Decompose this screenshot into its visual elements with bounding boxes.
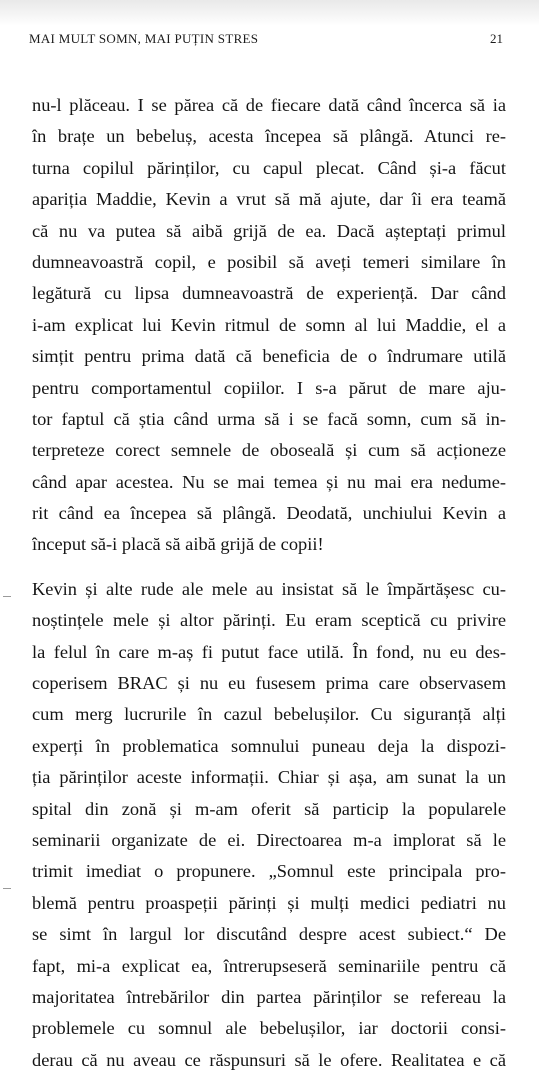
text-line: noștințele mele și altor părinți. Eu eram sceptică cu privire (32, 610, 506, 631)
text-line: Kevin și alte rude ale mele au insistat să le împărtășesc cu- (32, 578, 506, 599)
text-line: în brațe un bebeluș, acesta începea să plângă. Atunci re- (32, 126, 506, 147)
text-line: fapt, mi-a explicat ea, întrerupseseră seminariile pentru că (32, 955, 506, 976)
text-line: la felul în care m-aș fi putut face utilă. În fond, nu eu des- (32, 641, 506, 662)
text-line: terpreteze corect semnele de oboseală și cum să acționeze (32, 440, 506, 461)
paragraph-1 (32, 90, 506, 561)
text-line: trimit imediat o propunere. „Somnul este principala pro- (32, 861, 506, 882)
paragraph-gap (32, 561, 506, 574)
text-line: i-am explicat lui Kevin ritmul de somn al lui Maddie, el a (32, 314, 506, 335)
page-top-bleed (0, 0, 539, 26)
paragraph-2 (32, 574, 506, 1076)
text-line: nu-l plăceau. I se părea că de fiecare dată când încerca să ia (32, 95, 506, 115)
running-head: MAI MULT SOMN, MAI PUȚIN STRES (29, 31, 259, 46)
text-line: majoritatea întrebărilor din partea părinților se refereau la (32, 986, 506, 1007)
page-number: 21 (490, 31, 503, 46)
text-line: apariția Maddie, Kevin a vrut să mă ajute, dar îi era teamă (32, 189, 506, 210)
text-line: derau că nu aveau ce răspunsuri să le ofere. Realitatea e că (32, 1049, 506, 1070)
text-line: tor faptul că știa când urma să i se facă somn, cum să in- (32, 408, 506, 429)
text-line: spital din zonă și m-am oferit să particip la popularele (32, 798, 506, 819)
page-header (29, 31, 503, 49)
text-line: coperisem BRAC și nu eu fusesem prima care observasem (32, 673, 506, 694)
margin-mark (3, 596, 11, 597)
text-line: cum merg lucrurile în cazul bebelușilor. Cu siguranță alți (32, 704, 506, 725)
text-line: ția părinților aceste informații. Chiar și așa, am sunat la un (32, 767, 506, 788)
text-line: rit când ea începea să plângă. Deodată, unchiului Kevin a (32, 503, 506, 524)
text-line: când apar acestea. Nu se mai temea și nu mai era nedume- (32, 471, 506, 492)
text-line: început să-i placă să aibă grijă de copii! (32, 534, 324, 555)
text-line: că nu va putea să aibă grijă de ea. Dacă așteptați primul (32, 220, 506, 241)
text-line: seminarii organizate de ei. Directoarea m-a implorat să le (32, 829, 506, 850)
text-line: blemă pentru proaspeții părinți și mulți medici pediatri nu (32, 892, 506, 913)
body-text (32, 90, 506, 1076)
text-line: simțit pentru prima dată că beneficia de o îndrumare utilă (32, 346, 506, 367)
text-line: legătură cu lipsa dumneavoastră de experiență. Dar când (32, 283, 506, 304)
text-line: se simt în largul lor discutând despre acest subiect.“ De (32, 924, 506, 945)
text-line: dumneavoastră copil, e posibil să aveți temeri similare în (32, 251, 506, 272)
text-line: problemele cu somnul ale bebelușilor, iar doctorii consi- (32, 1018, 506, 1039)
text-line: experți în problematica somnului puneau deja la dispozi- (32, 735, 506, 756)
margin-mark (3, 888, 11, 889)
text-line: turna copilul părinților, cu capul plecat. Când și-a făcut (32, 157, 506, 178)
text-line: pentru comportamentul copiilor. I s-a părut de mare aju- (32, 377, 506, 398)
